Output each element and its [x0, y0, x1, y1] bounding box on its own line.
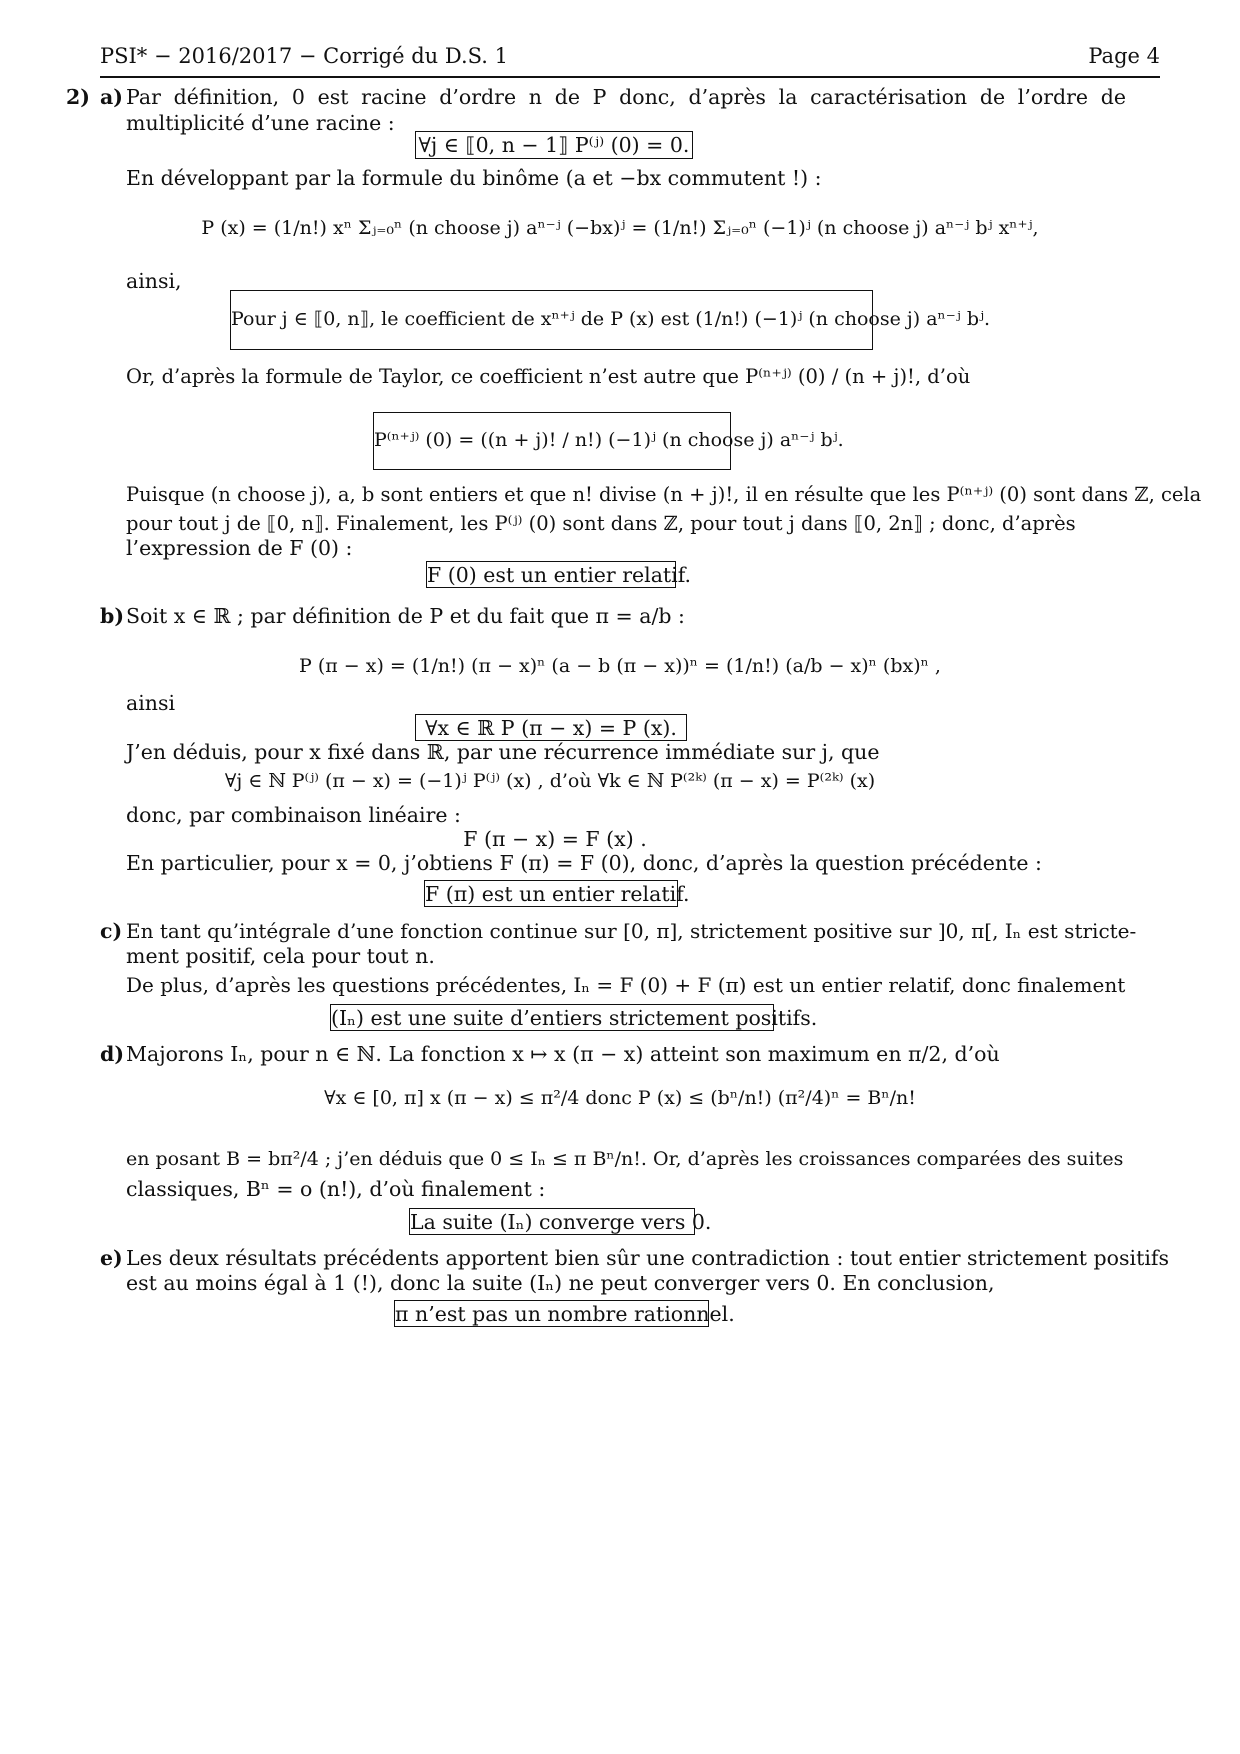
result-box-In-positive-integers: (Iₙ) est une suite d’entiers strictement positifs.	[331, 1006, 818, 1030]
question-number: 2)	[66, 85, 90, 109]
result-box-In-converges: La suite (Iₙ) converge vers 0.	[410, 1210, 712, 1234]
part-a-thus: ainsi,	[126, 269, 182, 293]
equation-binomial-expansion: P (x) = (1/n!) xⁿ Σⱼ₌₀ⁿ (n choose j) aⁿ⁻ʲ (−bx)ʲ = (1/n!) Σⱼ₌₀ⁿ (−1)ʲ (n choose j) aⁿ⁻ʲ bʲ xⁿ⁺ʲ,	[201, 217, 1039, 239]
part-a-conclusion-line2: pour tout j de ⟦0, n⟧. Finalement, les P⁽ʲ⁾ (0) sont dans ℤ, pour tout j dans ⟦0, 2n⟧ ; donc, d’après	[126, 512, 1076, 535]
equation-P-symmetry-expansion: P (π − x) = (1/n!) (π − x)ⁿ (a − b (π − x))ⁿ = (1/n!) (a/b − x)ⁿ (bx)ⁿ ,	[299, 655, 941, 677]
part-d-label: d)	[100, 1042, 125, 1066]
result-box-Fpi-integer: F (π) est un entier relatif.	[425, 882, 690, 906]
part-e-line2: est au moins égal à 1 (!), donc la suite (Iₙ) ne peut converger vers 0. En conclusion,	[126, 1271, 995, 1295]
equation-derivative-symmetry: ∀j ∈ ℕ P⁽ʲ⁾ (π − x) = (−1)ʲ P⁽ʲ⁾ (x) , d’où ∀k ∈ ℕ P⁽²ᵏ⁾ (π − x) = P⁽²ᵏ⁾ (x)	[224, 770, 876, 792]
part-d-line3: classiques, Bⁿ = o (n!), d’où finalement :	[126, 1177, 546, 1201]
part-a-label: a)	[100, 85, 123, 109]
part-e-line1: Les deux résultats précédents apportent bien sûr une contradiction : tout entier strictement positifs	[126, 1246, 1169, 1270]
part-b-particular-case: En particulier, pour x = 0, j’obtiens F (π) = F (0), donc, d’après la question précédente :	[126, 851, 1042, 875]
result-box-P-symmetry: ∀x ∈ ℝ P (π − x) = P (x).	[415, 714, 687, 741]
part-a-conclusion-line3: l’expression de F (0) :	[126, 536, 353, 560]
part-b-linear-combination: donc, par combinaison linéaire :	[126, 803, 461, 827]
part-b-label: b)	[100, 604, 125, 628]
part-b-thus: ainsi	[126, 691, 176, 715]
result-box-coefficient: Pour j ∈ ⟦0, n⟧, le coefficient de xⁿ⁺ʲ de P (x) est (1/n!) (−1)ʲ (n choose j) aⁿ⁻ʲ bʲ.	[230, 290, 873, 350]
equation-F-symmetry: F (π − x) = F (x) .	[463, 827, 647, 851]
part-b-induction-text: J’en déduis, pour x fixé dans ℝ, par une récurrence immédiate sur j, que	[126, 740, 880, 764]
header-title: PSI* − 2016/2017 − Corrigé du D.S. 1	[100, 44, 508, 68]
part-a-binomial-text: En développant par la formule du binôme (a et −bx commutent !) :	[126, 166, 822, 190]
result-box-F0-integer: F (0) est un entier relatif.	[427, 563, 692, 587]
part-a-intro: Par définition, 0 est racine d’ordre n de P donc, d’après la caractérisation de l’ordre de multiplicité d’une racine :	[126, 85, 1126, 135]
equation-upper-bound: ∀x ∈ [0, π] x (π − x) ≤ π²/4 donc P (x) ≤ (bⁿ/n!) (π²/4)ⁿ = Bⁿ/n!	[324, 1087, 916, 1109]
part-c-line1: En tant qu’intégrale d’une fonction continue sur [0, π], strictement positive sur ]0, π[, Iₙ est stricte-	[126, 919, 1137, 943]
part-c-label: c)	[100, 919, 123, 943]
part-c-line3: De plus, d’après les questions précédentes, Iₙ = F (0) + F (π) est un entier relatif, donc finalement	[126, 973, 1126, 997]
page-header	[100, 40, 1160, 78]
part-d-intro: Majorons Iₙ, pour n ∈ ℕ. La fonction x ↦ x (π − x) atteint son maximum en π/2, d’où	[126, 1042, 1000, 1066]
part-c-line2: ment positif, cela pour tout n.	[126, 944, 435, 968]
part-e-label: e)	[100, 1246, 123, 1270]
result-box-derivative-formula: P⁽ⁿ⁺ʲ⁾ (0) = ((n + j)! / n!) (−1)ʲ (n choose j) aⁿ⁻ʲ bʲ.	[373, 412, 731, 470]
result-box-derivatives-zero: ∀j ∈ ⟦0, n − 1⟧ P⁽ʲ⁾ (0) = 0.	[415, 131, 693, 159]
part-a-conclusion-line1: Puisque (n choose j), a, b sont entiers et que n! divise (n + j)!, il en résulte que les P⁽ⁿ⁺ʲ⁾ (0) sont dans ℤ, cela	[126, 483, 1202, 506]
part-b-intro: Soit x ∈ ℝ ; par définition de P et du fait que π = a/b :	[126, 604, 685, 628]
part-d-line2: en posant B = bπ²/4 ; j’en déduis que 0 ≤ Iₙ ≤ π Bⁿ/n!. Or, d’après les croissances comparées des suites	[126, 1148, 1124, 1170]
part-a-taylor-text: Or, d’après la formule de Taylor, ce coefficient n’est autre que P⁽ⁿ⁺ʲ⁾ (0) / (n + j)!, d’où	[126, 365, 971, 388]
result-box-pi-irrational: π n’est pas un nombre rationnel.	[395, 1302, 735, 1326]
header-page-number: Page 4	[1088, 44, 1160, 68]
